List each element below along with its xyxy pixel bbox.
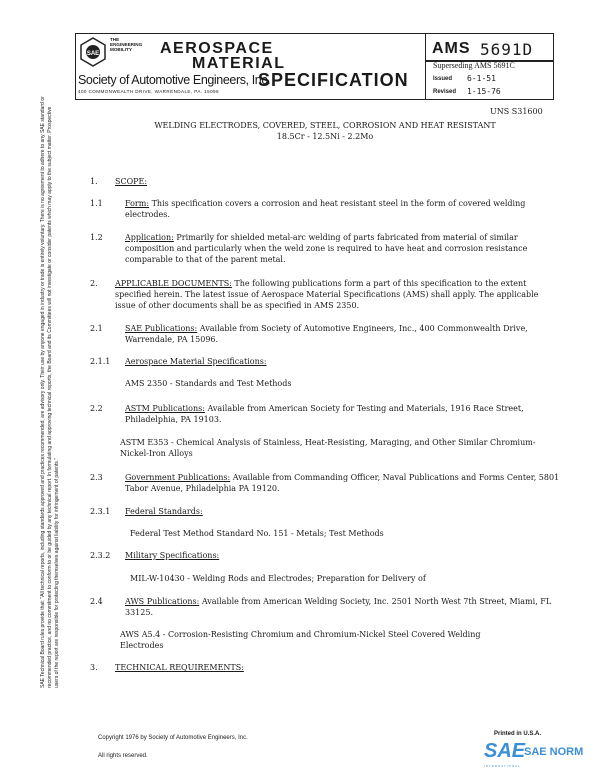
section-3-heading: TECHNICAL REQUIREMENTS: bbox=[115, 663, 244, 672]
section-2-3-1-heading: Federal Standards: bbox=[125, 507, 203, 516]
section-2-1 bbox=[125, 323, 560, 345]
mil-w-10430-reference: MIL-W-10430 - Welding Rods and Electrodes; Preparation for Delivery of bbox=[130, 574, 426, 583]
section-2-1-text: Available from Society of Automotive Engineers, Inc., 400 Commonwealth Drive, Warrendale, PA 15096. bbox=[125, 324, 528, 344]
section-2-2-number: 2.2 bbox=[90, 404, 103, 413]
section-2-2-text: Available from American Society for Testing and Materials, 1916 Race Street, Philadelphia, PA 19103. bbox=[125, 404, 524, 424]
society-address: 400 COMMONWEALTH DRIVE, WARRENDALE, PA. 15096 bbox=[78, 89, 219, 94]
section-1-heading: SCOPE: bbox=[115, 177, 148, 186]
section-3-number: 3. bbox=[90, 663, 98, 672]
section-2-3-heading: Government Publications: bbox=[125, 473, 231, 482]
superseding: Superseding AMS 5691C bbox=[433, 61, 515, 70]
section-2-4-number: 2.4 bbox=[90, 597, 103, 606]
section-1-number: 1. bbox=[90, 177, 98, 186]
section-2-3-2-heading: Military Specifications: bbox=[125, 551, 220, 560]
section-1-2-number: 1.2 bbox=[90, 233, 103, 242]
section-2-3 bbox=[125, 472, 560, 494]
printed-in-usa: Printed in U.S.A. bbox=[494, 731, 542, 737]
federal-standard-151-reference: Federal Test Method Standard No. 151 - Metals; Test Methods bbox=[130, 529, 384, 538]
section-2-3-number: 2.3 bbox=[90, 473, 103, 482]
title-specification: SPECIFICATION bbox=[258, 70, 409, 90]
section-2-2 bbox=[125, 403, 560, 425]
section-1-1-number: 1.1 bbox=[90, 199, 103, 208]
astm-e353-reference: ASTM E353 - Chemical Analysis of Stainless, Heat-Resisting, Maraging, and Other Similar Chromium-Nickel-Iron Alloys bbox=[120, 438, 536, 458]
society-name: Society of Automotive Engineers, Inc. bbox=[78, 73, 271, 87]
logo-caption: THE ENGINEERING MOBILITY bbox=[110, 37, 143, 53]
section-2-4 bbox=[125, 596, 560, 618]
watermark-logo: SAE bbox=[484, 740, 526, 762]
title-material: MATERIAL bbox=[192, 55, 286, 72]
section-2-number: 2. bbox=[90, 279, 98, 288]
section-2-3-1-number: 2.3.1 bbox=[90, 507, 111, 516]
issued-value: 6-1-51 bbox=[467, 74, 496, 83]
section-2-1-1-number: 2.1.1 bbox=[90, 357, 111, 366]
watermark-text: SAE NORM bbox=[524, 746, 584, 758]
sae-logo bbox=[80, 37, 106, 67]
section-2-4-heading: AWS Publications: bbox=[125, 597, 200, 606]
section-1-1-text: This specification covers a corrosion and heat resistant steel in the form of covered welding electrodes. bbox=[125, 199, 526, 219]
section-2-2-heading: ASTM Publications: bbox=[125, 404, 205, 413]
issued-label: Issued bbox=[433, 76, 453, 82]
aws-a5-4-reference: AWS A5.4 - Corrosion-Resisting Chromium and Chromium-Nickel Steel Covered Welding Electrodes bbox=[120, 630, 481, 650]
section-2-text: The following publications form a part of this specification to the extent specified herein. The latest issue of Aerospace Material Specifications (AMS) shall apply. The applicable issue of other documents shall be as specified in AMS 2350. bbox=[115, 279, 539, 310]
section-1-1-heading: Form: bbox=[125, 199, 150, 208]
title-aerospace: AEROSPACE bbox=[160, 40, 274, 57]
ams-2350-reference: AMS 2350 - Standards and Test Methods bbox=[125, 379, 292, 388]
section-2-4-text: Available from American Welding Society, Inc. 2501 North West 7th Street, Miami, FL 33125. bbox=[125, 597, 552, 617]
document-title: WELDING ELECTRODES, COVERED, STEEL, CORROSION AND HEAT RESISTANT 18.5Cr - 12.5Ni - 2.2Mo bbox=[154, 121, 496, 141]
section-1-2-text: Primarily for shielded metal-arc welding of parts fabricated from material of similar composition and particularly when the weld zone is required to have heat and corrosion resistance comparable to that of the parent metal. bbox=[125, 233, 528, 264]
ams-label: AMS bbox=[432, 40, 471, 57]
revised-label: Revised bbox=[433, 89, 457, 95]
section-1-2 bbox=[125, 232, 560, 265]
copyright: Copyright 1976 by Society of Automotive Engineers, Inc. bbox=[98, 735, 248, 741]
sae-technical-board-note: SAE Technical Board rules provide that: "All technical reports, including standards approved and practices recommended, are advisory only. Their use by anyone engaged in industry or trade is entirely voluntary. There is no agreement to adhere to any SAE standard or recommended practice, and no commitment to conform to or be guided by any technical report. In formulating and approving technical reports, the Board and its Committees will not investigate or consider patents which may apply to the subject matter. Prospective users of the report are responsible for protecting themselves against liability for infringement of patents." bbox=[40, 96, 60, 688]
section-2-3-2-number: 2.3.2 bbox=[90, 551, 111, 560]
section-2-1-heading: SAE Publications: bbox=[125, 324, 198, 333]
revised-value: 1-15-76 bbox=[467, 87, 501, 96]
section-1-2-heading: Application: bbox=[125, 233, 174, 242]
section-2-heading: APPLICABLE DOCUMENTS: bbox=[115, 279, 232, 288]
uns-number: UNS S31600 bbox=[490, 107, 543, 116]
watermark-tag: INTERNATIONAL bbox=[484, 764, 521, 768]
rights-reserved: All rights reserved. bbox=[98, 753, 148, 759]
ams-number: 5691D bbox=[480, 40, 534, 59]
section-2-1-number: 2.1 bbox=[90, 324, 103, 333]
section-2 bbox=[115, 278, 560, 311]
section-1-1 bbox=[125, 198, 560, 220]
section-2-3-text: Available from Commanding Officer, Naval Publications and Forms Center, 5801 Tabor Avenue, Philadelphia PA 19120. bbox=[125, 473, 560, 493]
svg-text:SAE: SAE bbox=[86, 51, 100, 57]
section-2-1-1-heading: Aerospace Material Specifications: bbox=[125, 357, 267, 366]
